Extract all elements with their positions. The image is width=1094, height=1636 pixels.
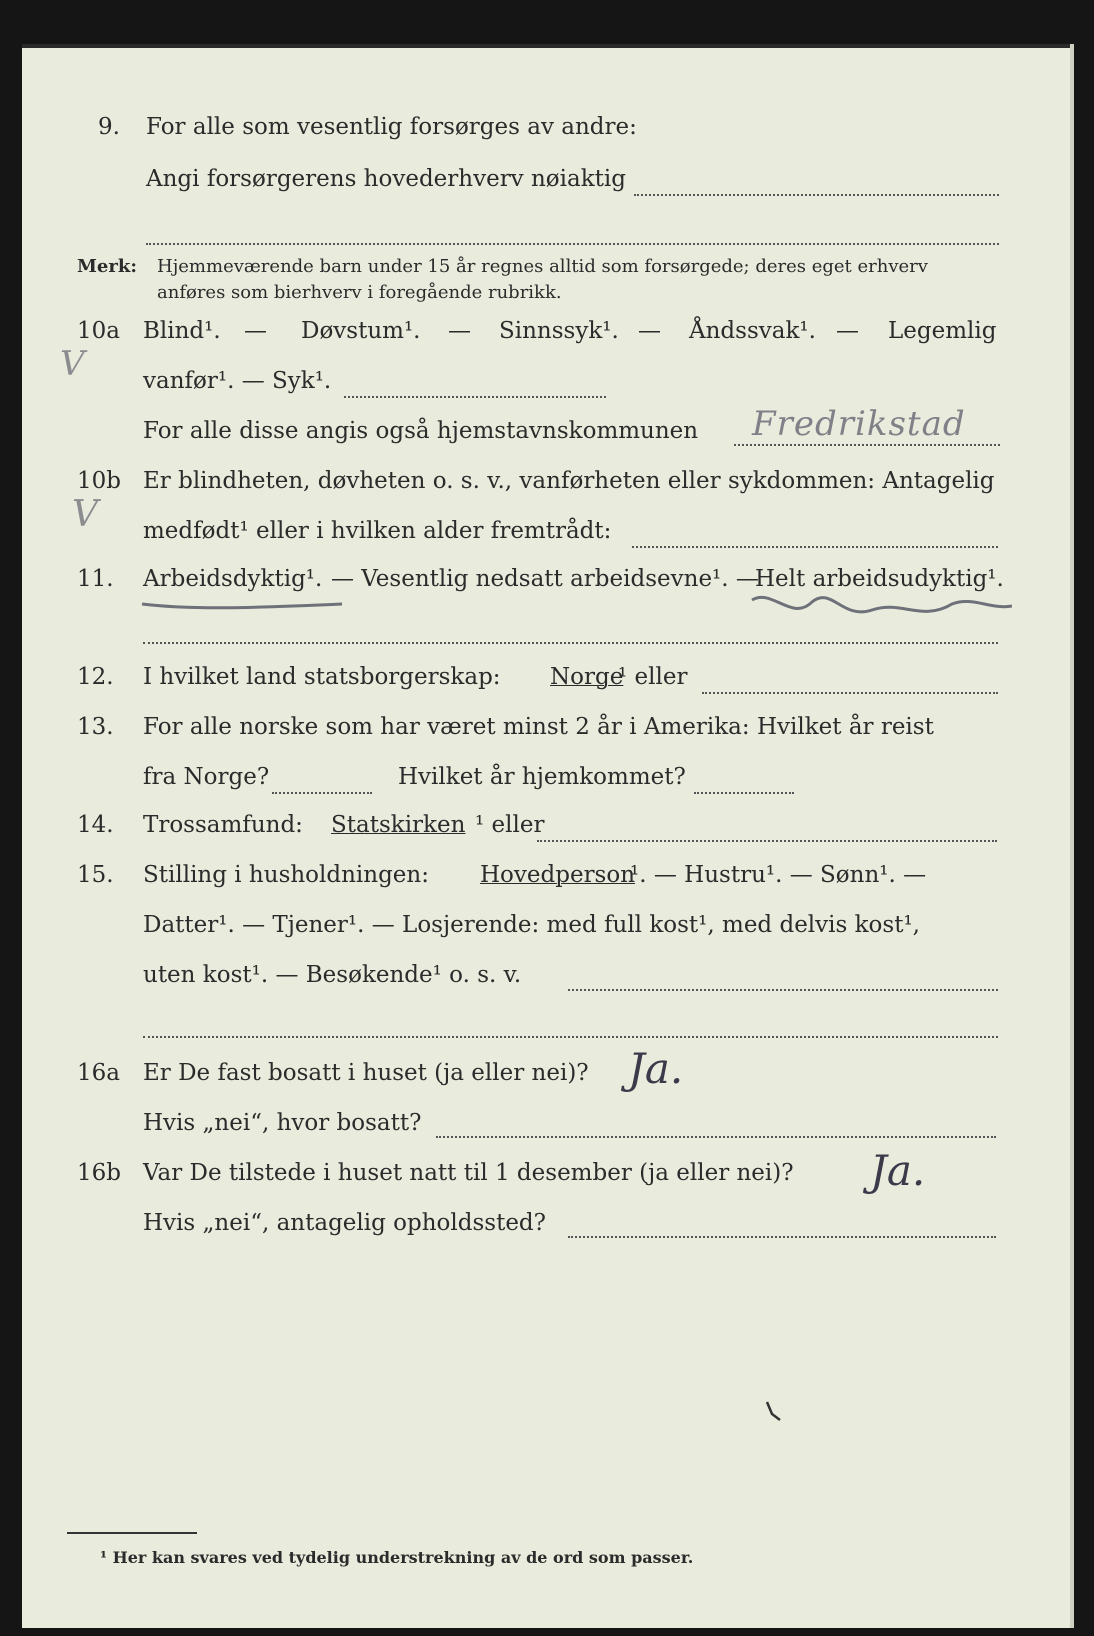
option-arbeidsdyktig: Arbeidsdyktig¹. [143,566,323,592]
question-text: Er blindheten, døvheten o. s. v., vanførheten eller sykdommen: Antagelig [143,468,995,494]
question-number: 16a [77,1060,120,1086]
handwritten-answer-ja: Ja. [870,1146,926,1195]
answer-line[interactable] [568,1236,996,1238]
answer-line[interactable] [146,243,999,245]
handwritten-underline-marks [132,592,1012,632]
question-text: Trossamfund: [143,812,303,838]
question-text: Stilling i husholdningen: [143,862,429,888]
question-text: Hvis „nei“, hvor bosatt? [143,1110,422,1136]
option-dovstum: Døvstum¹. [301,318,421,344]
option-helt-arbeidsudyktig: Helt arbeidsudyktig¹. [755,566,1004,592]
question-text: uten kost¹. — Besøkende¹ o. s. v. [143,962,522,988]
footnote-rule [67,1532,197,1534]
footnote: ¹ Her kan svares ved tydelig understrekning av de ord som passer. [100,1548,694,1567]
answer-line[interactable] [272,792,372,794]
question-number: 14. [77,812,114,838]
question-text: medfødt¹ eller i hvilken alder fremtrådt: [143,518,612,544]
answer-norge-underlined: Norge [550,664,624,690]
handwritten-answer-ja: Ja. [628,1044,684,1093]
margin-checkmark: V [72,494,98,535]
answer-hovedperson-underlined: Hovedperson [480,862,636,888]
note-label: Merk: [77,256,137,277]
dash: — [836,318,859,344]
answer-line[interactable] [537,840,997,842]
question-text: Var De tilstede i huset natt til 1 desember (ja eller nei)? [143,1160,794,1186]
question-text: For alle disse angis også hjemstavnskommunen [143,418,699,444]
stray-pen-mark [764,1400,784,1426]
question-text: ¹ eller [475,812,545,838]
question-number: 10a [77,318,120,344]
handwritten-hjemstavnskommune: Fredrikstad [752,404,966,444]
question-number: 11. [77,566,114,592]
answer-statskirken-underlined: Statskirken [331,812,466,838]
paper-right-edge [1070,44,1074,1628]
question-text: Er De fast bosatt i huset (ja eller nei)? [143,1060,589,1086]
census-form-page [22,44,1074,1628]
answer-line[interactable] [143,1036,998,1038]
dash: — [638,318,661,344]
option-nedsatt: — Vesentlig nedsatt arbeidsevne¹. — [331,566,759,592]
question-number: 15. [77,862,114,888]
question-number: 16b [77,1160,121,1186]
question-number: 10b [77,468,121,494]
question-text: fra Norge? [143,764,270,790]
answer-line[interactable] [634,194,999,196]
answer-line[interactable] [694,792,794,794]
answer-line[interactable] [568,989,998,991]
question-text: Angi forsørgerens hovederhverv nøiaktig [146,166,626,192]
question-text: Hvis „nei“, antagelig opholdssted? [143,1210,546,1236]
note-body [157,254,928,306]
option-legemlig: Legemlig [888,318,997,344]
answer-line[interactable] [143,642,998,644]
question-number: 9. [98,114,120,140]
answer-line[interactable] [734,444,1000,446]
note-line: anføres som bierhverv i foregående rubrikk. [157,282,562,303]
question-text: Hvilket år hjemkommet? [398,764,686,790]
question-text: For alle som vesentlig forsørges av andre: [146,114,637,140]
dash: — [244,318,267,344]
answer-line[interactable] [436,1136,996,1138]
answer-line[interactable] [344,396,606,398]
answer-line[interactable] [632,546,998,548]
question-text: Datter¹. — Tjener¹. — Losjerende: med full kost¹, med delvis kost¹, [143,912,920,938]
question-number: 13. [77,714,114,740]
question-text: vanfør¹. — Syk¹. [143,368,332,394]
margin-checkmark: V [60,344,85,384]
question-text: I hvilket land statsborgerskap: [143,664,501,690]
option-andssvak: Åndssvak¹. [689,318,816,344]
question-text: ¹. — Hustru¹. — Sønn¹. — [630,862,927,888]
option-sinnssyk: Sinnssyk¹. [499,318,619,344]
scan-top-edge [22,44,1074,48]
question-number: 12. [77,664,114,690]
question-text: ¹ eller [618,664,688,690]
dash: — [448,318,471,344]
option-blind: Blind¹. [143,318,221,344]
note-line: Hjemmeværende barn under 15 år regnes alltid som forsørgede; deres eget erhverv [157,256,928,277]
answer-line[interactable] [702,692,998,694]
question-text: For alle norske som har været minst 2 år i Amerika: Hvilket år reist [143,714,934,740]
